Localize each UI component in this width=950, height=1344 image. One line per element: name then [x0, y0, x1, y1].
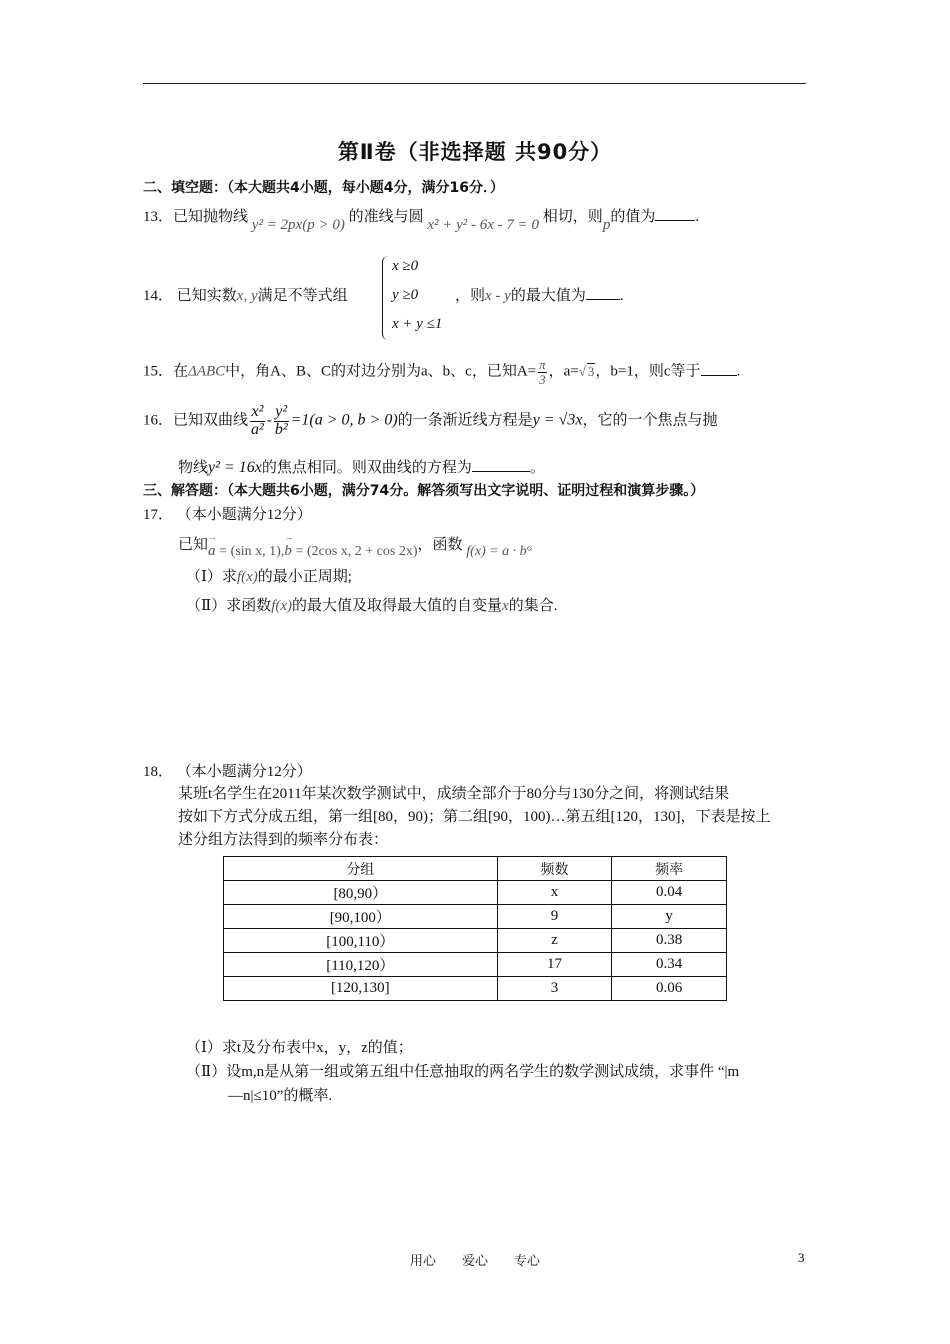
q16-asymptote: y = √3x: [532, 411, 583, 429]
q13-text-c: 相切，则: [542, 209, 603, 225]
q16-text-a: 已知双曲线: [173, 412, 249, 429]
table-cell: x: [497, 881, 612, 905]
table-header-cell: 频数: [497, 857, 612, 881]
question-15: 15．在ΔABC中，角A、B、C的对边分别为a、b、c，已知A= $\frac{\pi}{3}$ ，a=√ 3，b=1，则c等于 .: [143, 357, 741, 387]
q16-f2-den: b²: [274, 420, 288, 438]
q16-fraction-y: [274, 404, 289, 439]
question-16: [143, 404, 717, 439]
q16-line2-a: 物线: [178, 460, 209, 476]
q17-p2-c: 的集合.: [508, 598, 558, 614]
q17-p1-b: 的最小正周期;: [257, 569, 352, 585]
q15-number: 15．: [143, 363, 174, 380]
q13-p: p: [602, 217, 611, 233]
section2-heading: 二、填空题：（本大题共4小题，每小题4分，满分16分．）: [143, 180, 504, 196]
q14-condition-1: x ≥0: [392, 258, 419, 274]
table-row: [224, 905, 727, 929]
q18-line2: 按如下方式分成五组，第一组[80，90)；第二组[90，100)…第五组[120，130]，下表是按上: [178, 809, 771, 825]
table-cell: y: [612, 905, 727, 929]
q14-answer-blank: [586, 285, 620, 300]
q15-answer-blank: [701, 361, 737, 376]
q14-condition-3: x + y ≤1: [392, 316, 443, 332]
table-cell: 0.34: [612, 953, 727, 977]
q17-p2-math: f(x): [271, 598, 293, 614]
table-cell: [110,120）: [224, 953, 498, 977]
footer-motto: 用心 爱心 专心: [409, 1254, 540, 1269]
q17-function: f(x) = a · b: [466, 544, 527, 559]
question-16-line2: [178, 456, 545, 477]
q18-line1: 某班t名学生在2011年某次数学测试中，成绩全部介于80分与130分之间，将测试结果: [178, 786, 730, 802]
q15-frac-num: π: [539, 357, 546, 372]
table-cell: 0.04: [612, 881, 727, 905]
q17-part2: [186, 594, 557, 615]
q13-parabola: y² = 2px(p > 0): [251, 217, 345, 233]
frequency-table: [223, 856, 727, 1001]
q14-number: 14．: [143, 288, 174, 304]
q17-p2-a: （Ⅱ）求函数: [186, 598, 272, 614]
q17-vector-a-value: = (sin x, 1),: [219, 544, 285, 559]
q17-p1-a: （Ⅰ）求: [186, 569, 237, 585]
q15-text-a: 在: [173, 363, 189, 380]
q14-text-d: 的最大值为: [510, 288, 586, 304]
q18-part1: （Ⅰ）求t及分布表中x，y，z的值；: [186, 1040, 413, 1056]
q13-text-a: 已知抛物线: [173, 209, 249, 225]
q16-f2-num: y²: [275, 403, 288, 420]
question-18: [143, 760, 312, 781]
q13-number: 13．: [143, 209, 174, 225]
q16-fraction-x: [250, 404, 265, 439]
q15-angle-fraction: [538, 358, 547, 386]
page-title: 第Ⅱ卷（非选择题 共90分）: [337, 140, 613, 164]
q17-given-b: ，函数: [417, 537, 463, 553]
q14-expression: x - y: [485, 288, 511, 304]
q17-part1: [186, 565, 352, 586]
table-cell: 9: [497, 905, 612, 929]
q17-vector-b-value: = (2cos x, 2 + cos 2x): [295, 544, 418, 559]
q18-part2-line2: —n|≤10”的概率.: [228, 1088, 333, 1104]
q15-frac-den: 3: [539, 371, 546, 387]
table-cell: 17: [497, 953, 612, 977]
q14-text-c: ，则: [455, 288, 486, 304]
table-cell: [90,100）: [224, 905, 498, 929]
table-header-row: [224, 857, 727, 881]
q13-text-d: 的值为: [610, 209, 656, 225]
q16-line2-b: 的焦点相同。则双曲线的方程为: [261, 460, 472, 476]
q17-p1-math: f(x): [236, 569, 258, 585]
q16-parabola: y² = 16x: [208, 459, 262, 476]
q17-given: [178, 533, 542, 559]
q16-f1-num: x²: [251, 403, 264, 420]
table-cell: 3: [497, 977, 612, 1001]
table-row: [224, 953, 727, 977]
q18-number: 18．: [143, 764, 174, 780]
q16-text-c: ，它的一个焦点与抛: [582, 412, 718, 429]
q16-number: 16．: [143, 412, 174, 429]
q18-line3: 述分组方法得到的频率分布表：: [178, 832, 389, 848]
table-header-cell: 分组: [224, 857, 498, 881]
table-cell: 0.06: [612, 977, 727, 1001]
table-header-cell: 频率: [612, 857, 727, 881]
table-cell: z: [497, 929, 612, 953]
section3-heading: 三、解答题：（本大题共6小题，满分74分。解答须写出文字说明、证明过程和演算步骤。）: [143, 483, 705, 499]
q15-sqrt: 3: [587, 363, 595, 379]
q17-score: （本小题满分12分）: [176, 507, 312, 523]
q17-vector-b: → b: [284, 543, 292, 560]
table-cell: [80,90）: [224, 881, 498, 905]
table-row: [224, 977, 727, 1001]
q16-text-b: 的一条渐近线方程是: [397, 412, 533, 429]
q14-vars: x, y: [236, 288, 258, 304]
q17-p2-var: x: [502, 598, 509, 614]
q16-minus: -: [266, 412, 272, 429]
q13-answer-blank: [655, 206, 695, 221]
q17-given-c: 。: [526, 537, 542, 553]
q13-circle: x² + y² - 6x - 7 = 0: [427, 217, 540, 233]
q18-score: （本小题满分12分）: [176, 764, 312, 780]
question-17: [143, 503, 312, 524]
q18-part2-line1: （Ⅱ）设m,n是从第一组或第五组中任意抽取的两名学生的数学测试成绩，求事件 “|m: [186, 1064, 740, 1080]
table-row: [224, 929, 727, 953]
header-rule: [143, 83, 806, 84]
q14-system-brace: [382, 256, 391, 340]
question-13: 13．已知抛物线 y² = 2px(p > 0) 的准线与圆 x² + y² - 6x - 7 = 0 相切，则p的值为 .: [143, 205, 699, 226]
q15-text-d: ，b=1，则c等于: [595, 363, 701, 380]
question-14-tail: ，则x - y的最大值为 .: [455, 284, 624, 305]
q14-text-a: 已知实数: [176, 288, 237, 304]
q14-text-b: 满足不等式组: [257, 288, 348, 304]
table-row: [224, 881, 727, 905]
table-cell: [100,110）: [224, 929, 498, 953]
q14-condition-2: y ≥0: [392, 287, 419, 303]
page-number: 3: [798, 1250, 805, 1265]
q15-text-c: ，a=: [548, 363, 579, 380]
q16-answer-blank: [472, 457, 530, 472]
q16-f1-den: a²: [251, 420, 264, 438]
question-14: [143, 284, 348, 305]
q16-equation: =1(a > 0, b > 0): [290, 411, 398, 429]
table-cell: [120,130]: [224, 977, 498, 1001]
q17-p2-b: 的最大值及取得最大值的自变量: [292, 598, 503, 614]
q17-vector-a: → a: [208, 543, 216, 560]
q15-text-b: 中，角A、B、C的对边分别为a、b、c，已知A=: [225, 363, 537, 380]
q15-triangle: ΔABC: [188, 363, 226, 380]
table-cell: 0.38: [612, 929, 727, 953]
q13-text-b: 的准线与圆: [348, 209, 424, 225]
q16-line2-c: 。: [529, 460, 545, 476]
q17-number: 17．: [143, 507, 174, 523]
q17-given-a: 已知: [178, 537, 209, 553]
